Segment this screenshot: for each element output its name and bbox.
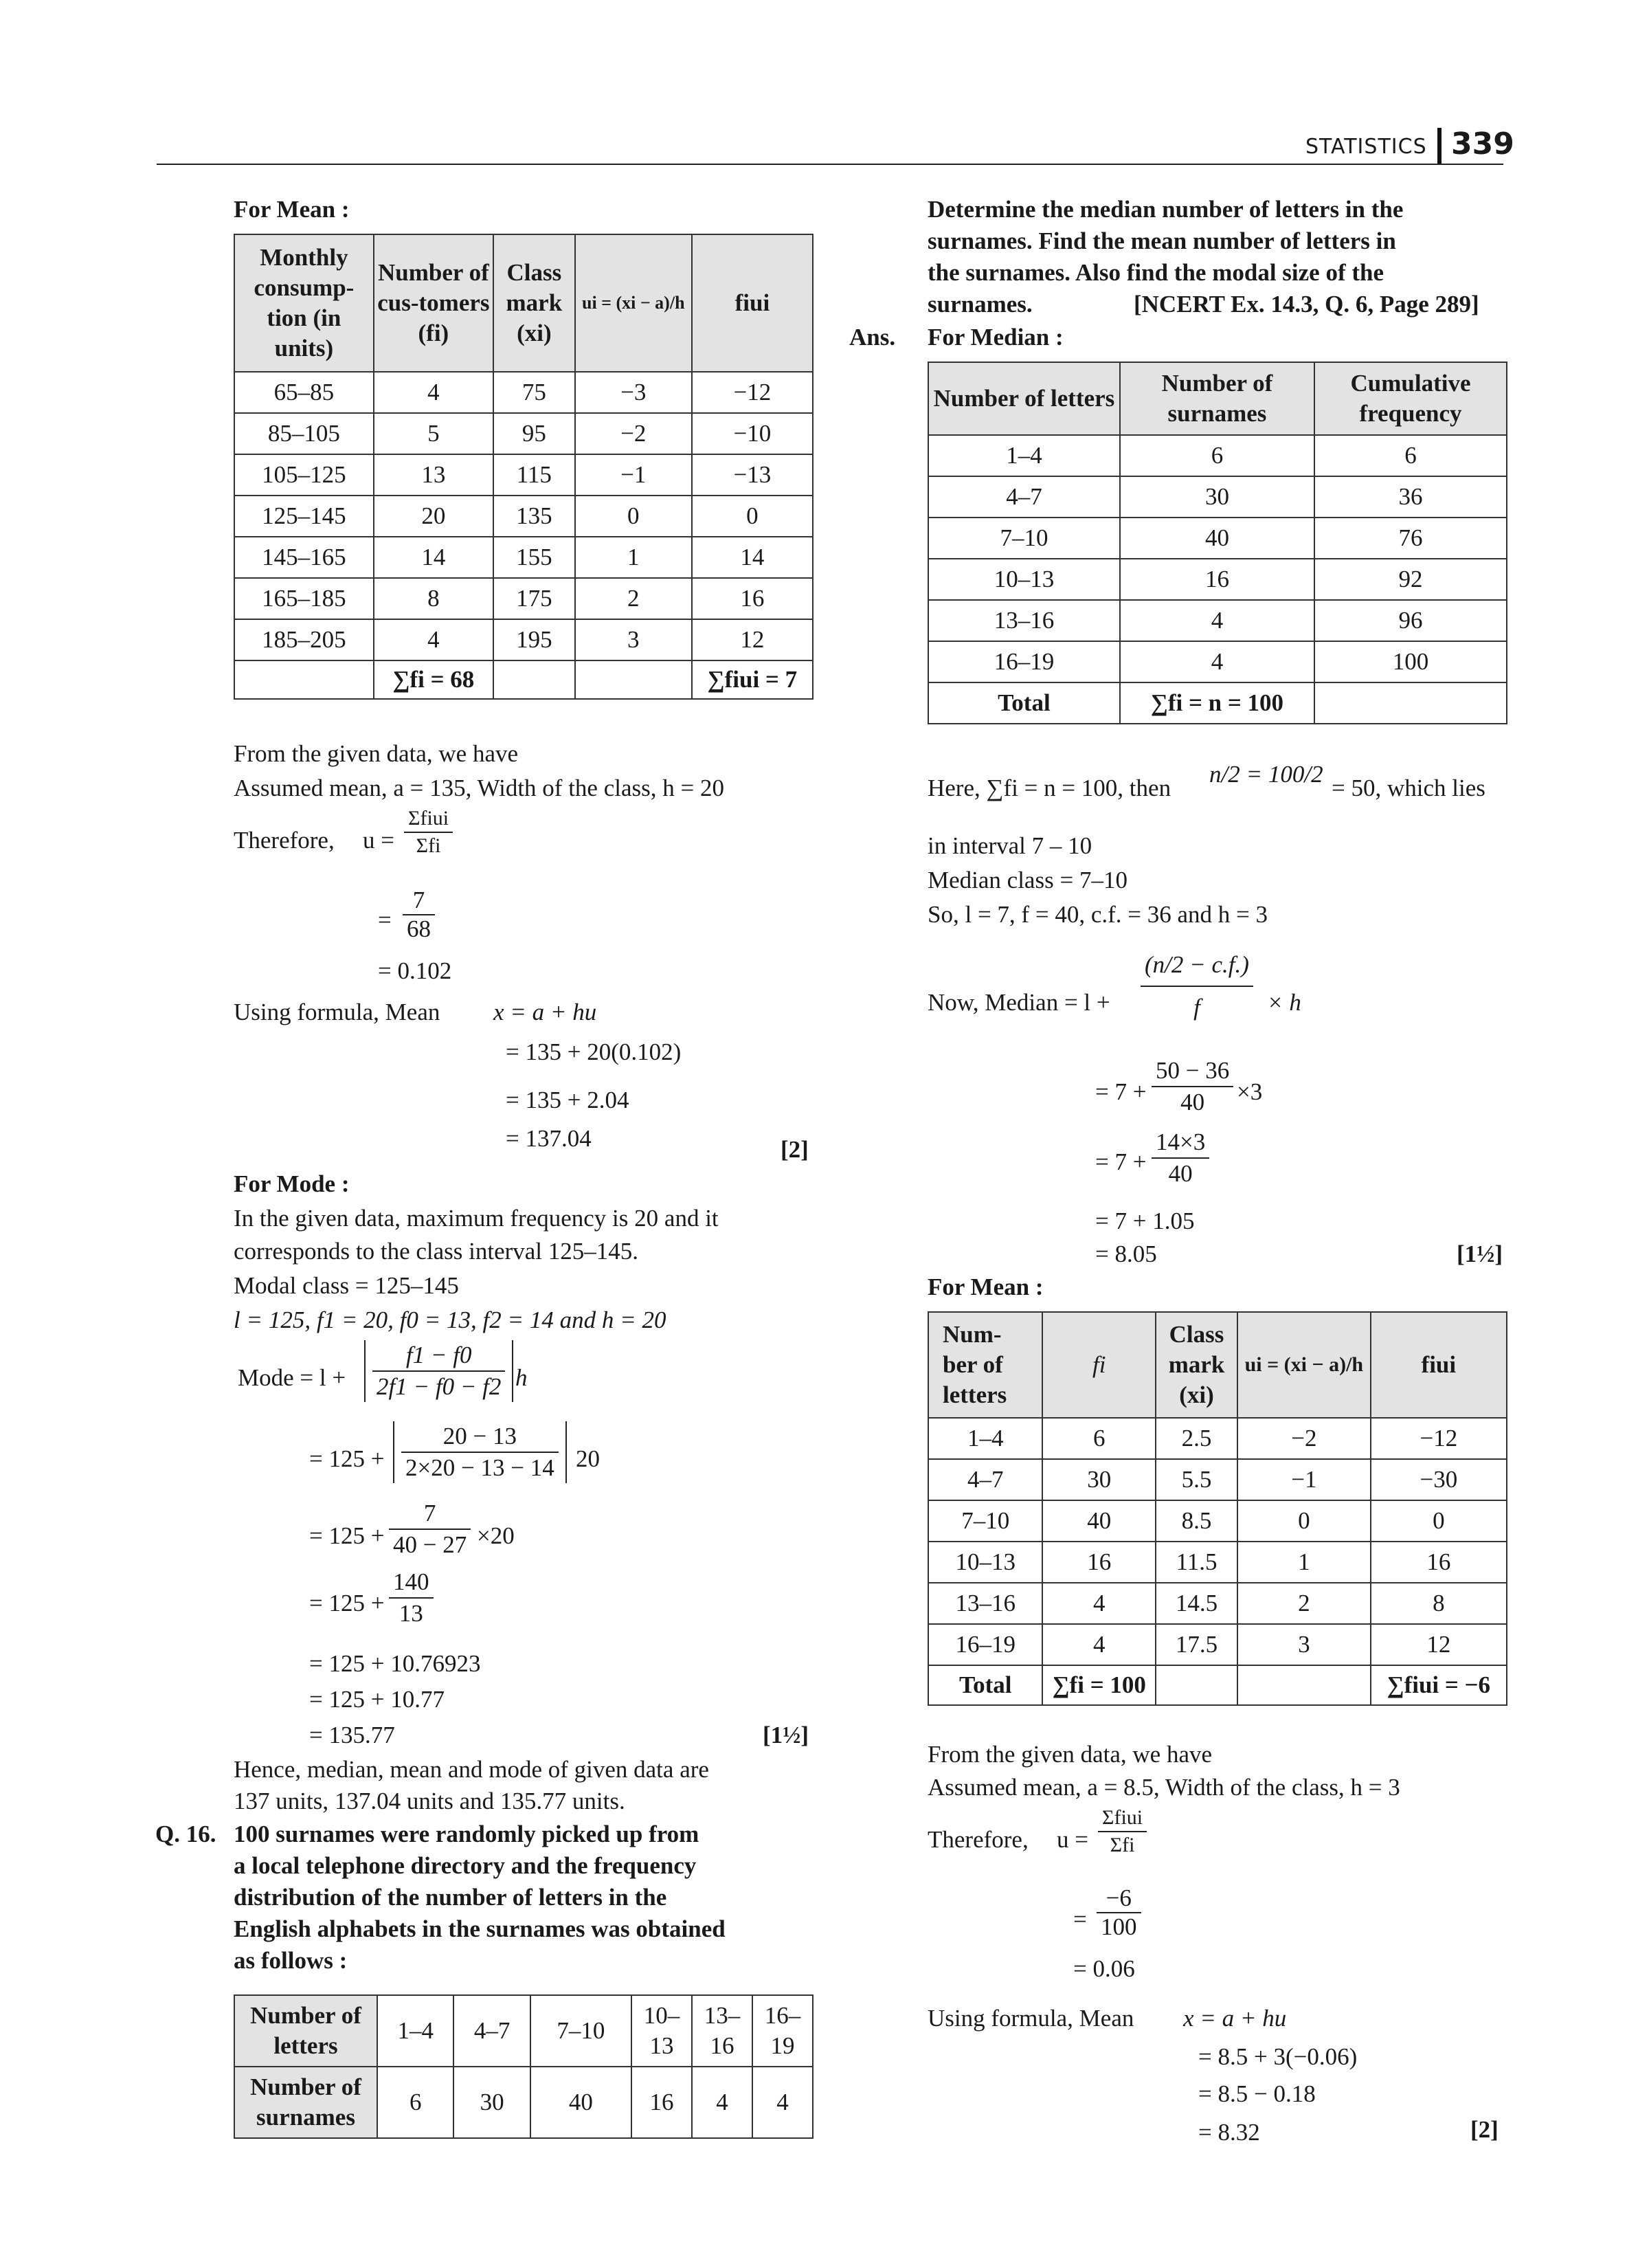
frac-den: 68 — [407, 915, 431, 942]
mode-para-2: corresponds to the class interval 125–145. — [234, 1238, 639, 1265]
table-row — [234, 619, 813, 660]
table-row — [928, 518, 1507, 559]
table-cell: 4 — [1042, 1583, 1156, 1624]
table-cell: −1 — [575, 454, 692, 496]
frac-num: 14×3 — [1152, 1127, 1209, 1159]
step-prefix: = 125 + — [309, 1590, 385, 1616]
table-cell: 4 — [1120, 641, 1314, 682]
modal-class: Modal class = 125–145 — [234, 1272, 459, 1299]
table-cell: −2 — [575, 413, 692, 454]
col-header: Class mark (xi) — [1156, 1312, 1237, 1418]
table-row — [234, 496, 813, 537]
table-cell: 10–13 — [928, 1542, 1042, 1583]
table-cell: 10– 13 — [631, 1995, 692, 2067]
mean-step-3: = 137.04 — [506, 1125, 592, 1152]
frac-num: −6 — [1097, 1885, 1141, 1913]
question-table — [234, 1994, 814, 2139]
frac-num: 50 − 36 — [1152, 1056, 1233, 1087]
mode-values: l = 125, f1 = 20, f0 = 13, f2 = 14 and h = 20 — [234, 1307, 666, 1333]
sum-f: ∑fi = 68 — [374, 660, 493, 699]
table-cell: 40 — [1120, 518, 1314, 559]
mean-step-1: = 135 + 20(0.102) — [506, 1038, 682, 1065]
table-cell: 14 — [374, 537, 493, 578]
table-cell: 13–16 — [928, 1583, 1042, 1624]
table-cell: 65–85 — [234, 372, 374, 413]
table-cell: 4 — [374, 619, 493, 660]
header-divider — [1437, 128, 1442, 164]
table-cell: 6 — [1120, 435, 1314, 476]
assumed-text: Assumed mean, a = 8.5, Width of the class, h = 3 — [928, 1774, 1400, 1801]
table-cell: 16–19 — [928, 1624, 1042, 1665]
mode-para-1: In the given data, maximum frequency is 20 and it — [234, 1205, 719, 1232]
step-prefix: = 7 + — [1095, 1078, 1147, 1105]
table-cell: 76 — [1314, 518, 1507, 559]
table-cell: 145–165 — [234, 537, 374, 578]
table-cell: 4–7 — [453, 1995, 530, 2067]
question-line: Determine the median number of letters in the — [928, 196, 1404, 223]
table-cell: 1 — [1237, 1542, 1371, 1583]
table-cell: 92 — [1314, 559, 1507, 600]
answer-label: Ans. — [849, 324, 896, 351]
table-cell: 12 — [692, 619, 813, 660]
table-cell: 7–10 — [530, 1995, 631, 2067]
col-header: fiui — [692, 234, 813, 372]
col-header: Num- ber of letters — [928, 1312, 1042, 1418]
question-line: English alphabets in the surnames was obtained — [234, 1915, 726, 1942]
table-row — [234, 413, 813, 454]
table-cell: 155 — [493, 537, 575, 578]
mode-formula-label: Mode = l + — [238, 1364, 346, 1391]
table-cell: 7–10 — [928, 1500, 1042, 1542]
table-row — [928, 435, 1507, 476]
step-postfix: 20 — [576, 1445, 600, 1472]
table-cell: 5.5 — [1156, 1459, 1237, 1500]
assumed-text: Assumed mean, a = 135, Width of the class, h = 20 — [234, 775, 724, 801]
col-header: ui = (xi − a)/h — [575, 234, 692, 372]
table-cell: 20 — [374, 496, 493, 537]
table-row — [928, 476, 1507, 518]
table-cell: 2 — [1237, 1583, 1371, 1624]
table-cell: 2.5 — [1156, 1418, 1237, 1459]
total-label: Total — [928, 1665, 1042, 1705]
frac-den: 40 − 27 — [393, 1531, 467, 1558]
table-cell: 40 — [530, 2067, 631, 2138]
mode-heading: For Mode : — [234, 1170, 350, 1197]
table-cell: 135 — [493, 496, 575, 537]
median-heading: For Median : — [928, 324, 1064, 351]
table-cell: 30 — [453, 2067, 530, 2138]
mean-table — [234, 234, 814, 700]
question-label: Q. 16. — [155, 1821, 216, 1847]
table-row — [928, 1542, 1507, 1583]
table-row — [928, 600, 1507, 641]
times-h: × h — [1267, 989, 1301, 1016]
table-cell: 30 — [1120, 476, 1314, 518]
col-header: ui = (xi − a)/h — [1237, 1312, 1371, 1418]
table-cell: 13 — [374, 454, 493, 496]
marks: [2] — [1470, 2116, 1499, 2143]
u-value: = 0.102 — [378, 957, 452, 984]
table-cell: 4–7 — [928, 476, 1120, 518]
frac-den: 40 — [1180, 1089, 1205, 1115]
table-cell: 4 — [1042, 1624, 1156, 1665]
section-title: STATISTICS — [1305, 135, 1427, 159]
table-cell: −3 — [575, 372, 692, 413]
ubar-label: u = — [363, 827, 394, 854]
question-line: the surnames. Also find the modal size of the — [928, 259, 1384, 286]
step-prefix: = 125 + — [309, 1522, 385, 1549]
table-cell: 5 — [374, 413, 493, 454]
table-row — [928, 641, 1507, 682]
mean-step-1: = 8.5 + 3(−0.06) — [1198, 2043, 1358, 2070]
table-cell: 96 — [1314, 600, 1507, 641]
marks: [2] — [781, 1136, 809, 1163]
table-cell: 12 — [1371, 1624, 1507, 1665]
formula-text: Using formula, Mean — [234, 999, 440, 1025]
table-cell: 16 — [1120, 559, 1314, 600]
mean-heading: For Mean : — [234, 196, 350, 223]
formula-text: Using formula, Mean — [928, 2005, 1134, 2032]
question-line: 100 surnames were randomly picked up from — [234, 1821, 699, 1847]
table-cell: −10 — [692, 413, 813, 454]
table-row — [234, 537, 813, 578]
step-prefix: = 7 + — [1095, 1148, 1147, 1175]
table-cell: 6 — [1042, 1418, 1156, 1459]
frac-den: 2f1 − f0 − f2 — [377, 1373, 502, 1400]
sum-fu: ∑fiui = 7 — [692, 660, 813, 699]
table-cell: 4 — [1120, 600, 1314, 641]
table-cell: 195 — [493, 619, 575, 660]
sum-f: ∑fi = 100 — [1042, 1665, 1156, 1705]
page-number: 339 — [1451, 126, 1514, 162]
mean-step-2: = 135 + 2.04 — [506, 1087, 629, 1113]
u-frac-num: Σfiui — [404, 805, 453, 833]
given-text: From the given data, we have — [928, 1741, 1213, 1768]
given-text: From the given data, we have — [234, 740, 519, 767]
median-formula-label: Now, Median = l + — [928, 989, 1110, 1016]
table-cell: 11.5 — [1156, 1542, 1237, 1583]
sum-fu: ∑fiui = −6 — [1371, 1665, 1507, 1705]
table-cell: 165–185 — [234, 578, 374, 619]
table-cell: 16 — [692, 578, 813, 619]
table-cell: 0 — [692, 496, 813, 537]
table-cell: 14.5 — [1156, 1583, 1237, 1624]
col-header: fi — [1042, 1312, 1156, 1418]
table-cell: 0 — [575, 496, 692, 537]
ubar-label: u = — [1057, 1826, 1088, 1853]
frac-num: 20 − 13 — [401, 1421, 559, 1453]
here-text: Here, ∑fi = n = 100, then — [928, 775, 1171, 801]
table-cell: 115 — [493, 454, 575, 496]
table-cell: 17.5 — [1156, 1624, 1237, 1665]
table-cell: −12 — [1371, 1418, 1507, 1459]
table-cell: 4 — [374, 372, 493, 413]
col-header: Monthly consump-tion (in units) — [234, 234, 374, 372]
mode-step-6: = 135.77 — [309, 1722, 395, 1748]
so-text: So, l = 7, f = 40, c.f. = 36 and h = 3 — [928, 901, 1268, 928]
table-cell: 14 — [692, 537, 813, 578]
eq-sign: = — [378, 907, 392, 933]
u-frac-den: Σfi — [416, 834, 441, 857]
col-header: fiui — [1371, 1312, 1507, 1418]
table-cell: 4 — [752, 2067, 813, 2138]
table-cell: 1–4 — [928, 1418, 1042, 1459]
col-header: Class mark (xi) — [493, 234, 575, 372]
col-header: Number of letters — [928, 362, 1120, 435]
header-rule — [157, 164, 1503, 165]
table-cell: 4 — [692, 2067, 752, 2138]
step-prefix: = 125 + — [309, 1445, 385, 1472]
mean-table-right — [928, 1311, 1507, 1706]
table-cell: 95 — [493, 413, 575, 454]
step-postfix: ×20 — [477, 1522, 515, 1549]
therefore-text: Therefore, — [928, 1826, 1029, 1853]
table-cell: 40 — [1042, 1500, 1156, 1542]
hence-line-2: 137 units, 137.04 units and 135.77 units. — [234, 1788, 625, 1814]
interval-text: in interval 7 – 10 — [928, 832, 1092, 859]
formula-expr: x = a + hu — [493, 999, 597, 1025]
table-row — [928, 1583, 1507, 1624]
h-symbol: h — [515, 1364, 528, 1391]
frac-den: f — [1193, 994, 1200, 1021]
table-cell: 2 — [575, 578, 692, 619]
table-cell: 0 — [1371, 1500, 1507, 1542]
total-value: ∑fi = n = 100 — [1120, 682, 1314, 724]
table-cell: 75 — [493, 372, 575, 413]
col-header: Number of surnames — [1120, 362, 1314, 435]
question-line: distribution of the number of letters in the — [234, 1884, 667, 1911]
table-row — [928, 1624, 1507, 1665]
which-text: = 50, which lies — [1332, 775, 1485, 801]
frac-num: 7 — [403, 887, 435, 915]
median-class: Median class = 7–10 — [928, 867, 1128, 893]
therefore-text: Therefore, — [234, 827, 335, 854]
table-row — [928, 1500, 1507, 1542]
frac-num: 140 — [389, 1567, 434, 1599]
table-row — [234, 578, 813, 619]
table-cell: 3 — [1237, 1624, 1371, 1665]
col-header: Number of cus-tomers (fi) — [374, 234, 493, 372]
table-cell: 8 — [1371, 1583, 1507, 1624]
table-row — [928, 559, 1507, 600]
n-over-2: n/2 = 100/2 — [1209, 761, 1323, 788]
table-cell: 13– 16 — [692, 1995, 752, 2067]
table-cell: −1 — [1237, 1459, 1371, 1500]
table-cell: 1–4 — [928, 435, 1120, 476]
step-postfix: ×3 — [1237, 1078, 1263, 1105]
table-cell: 125–145 — [234, 496, 374, 537]
table-cell: 105–125 — [234, 454, 374, 496]
table-row — [234, 454, 813, 496]
frac-den: 100 — [1101, 1913, 1137, 1940]
median-step-4: = 8.05 — [1095, 1241, 1157, 1267]
table-cell: 36 — [1314, 476, 1507, 518]
frac-den: 40 — [1168, 1160, 1193, 1187]
mode-step-5: = 125 + 10.77 — [309, 1686, 445, 1713]
table-cell: 185–205 — [234, 619, 374, 660]
median-step-3: = 7 + 1.05 — [1095, 1208, 1195, 1234]
question-line: as follows : — [234, 1947, 348, 1974]
frac-den: Σfi — [1110, 1834, 1135, 1856]
table-cell: 4–7 — [928, 1459, 1042, 1500]
table-cell: 1–4 — [377, 1995, 453, 2067]
marks: [1½] — [1457, 1241, 1503, 1267]
table-cell: −30 — [1371, 1459, 1507, 1500]
table-cell: −2 — [1237, 1418, 1371, 1459]
table-cell: 16 — [1371, 1542, 1507, 1583]
hence-line-1: Hence, median, mean and mode of given data are — [234, 1756, 709, 1783]
question-line: surnames. Find the mean number of letters in — [928, 227, 1396, 254]
table-cell: 6 — [1314, 435, 1507, 476]
frac-num: f1 − f0 — [372, 1340, 505, 1372]
table-cell: 30 — [1042, 1459, 1156, 1500]
table-cell: 1 — [575, 537, 692, 578]
formula-expr: x = a + hu — [1183, 2005, 1287, 2032]
table-cell: 100 — [1314, 641, 1507, 682]
frac-num: 7 — [389, 1498, 471, 1530]
table-row — [234, 372, 813, 413]
table-cell: 0 — [1237, 1500, 1371, 1542]
table-cell: 13–16 — [928, 600, 1120, 641]
mode-step-4: = 125 + 10.76923 — [309, 1650, 481, 1677]
table-cell: 7–10 — [928, 518, 1120, 559]
table-cell: 16 — [1042, 1542, 1156, 1583]
frac-den: 2×20 − 13 − 14 — [405, 1454, 554, 1481]
frac-den: 13 — [399, 1600, 423, 1627]
table-cell: 6 — [377, 2067, 453, 2138]
table-cell: 16–19 — [928, 641, 1120, 682]
table-cell: 8 — [374, 578, 493, 619]
question-line: surnames. — [928, 291, 1033, 318]
total-label: Total — [928, 682, 1120, 724]
median-table — [928, 362, 1507, 724]
table-cell: 16 — [631, 2067, 692, 2138]
table-row — [928, 1418, 1507, 1459]
table-cell: 10–13 — [928, 559, 1120, 600]
table-cell: 3 — [575, 619, 692, 660]
table-cell: 175 — [493, 578, 575, 619]
mean-step-2: = 8.5 − 0.18 — [1198, 2080, 1316, 2107]
question-line: a local telephone directory and the frequency — [234, 1852, 697, 1879]
table-cell: 16– 19 — [752, 1995, 813, 2067]
table-cell: 85–105 — [234, 413, 374, 454]
ncert-reference: [NCERT Ex. 14.3, Q. 6, Page 289] — [1134, 291, 1479, 318]
marks: [1½] — [763, 1722, 809, 1748]
u-value: = 0.06 — [1073, 1955, 1135, 1982]
eq-sign: = — [1073, 1906, 1087, 1933]
col-header: Cumulative frequency — [1314, 362, 1507, 435]
row-label: Number of letters — [234, 1995, 377, 2067]
table-cell: 8.5 — [1156, 1500, 1237, 1542]
mean-step-3: = 8.32 — [1198, 2119, 1260, 2146]
table-row — [928, 1459, 1507, 1500]
frac-num: (n/2 − c.f.) — [1141, 944, 1253, 987]
table-cell: −12 — [692, 372, 813, 413]
mean-heading: For Mean : — [928, 1274, 1044, 1300]
frac-num: Σfiui — [1098, 1805, 1147, 1832]
row-label: Number of surnames — [234, 2067, 377, 2138]
table-cell: −13 — [692, 454, 813, 496]
